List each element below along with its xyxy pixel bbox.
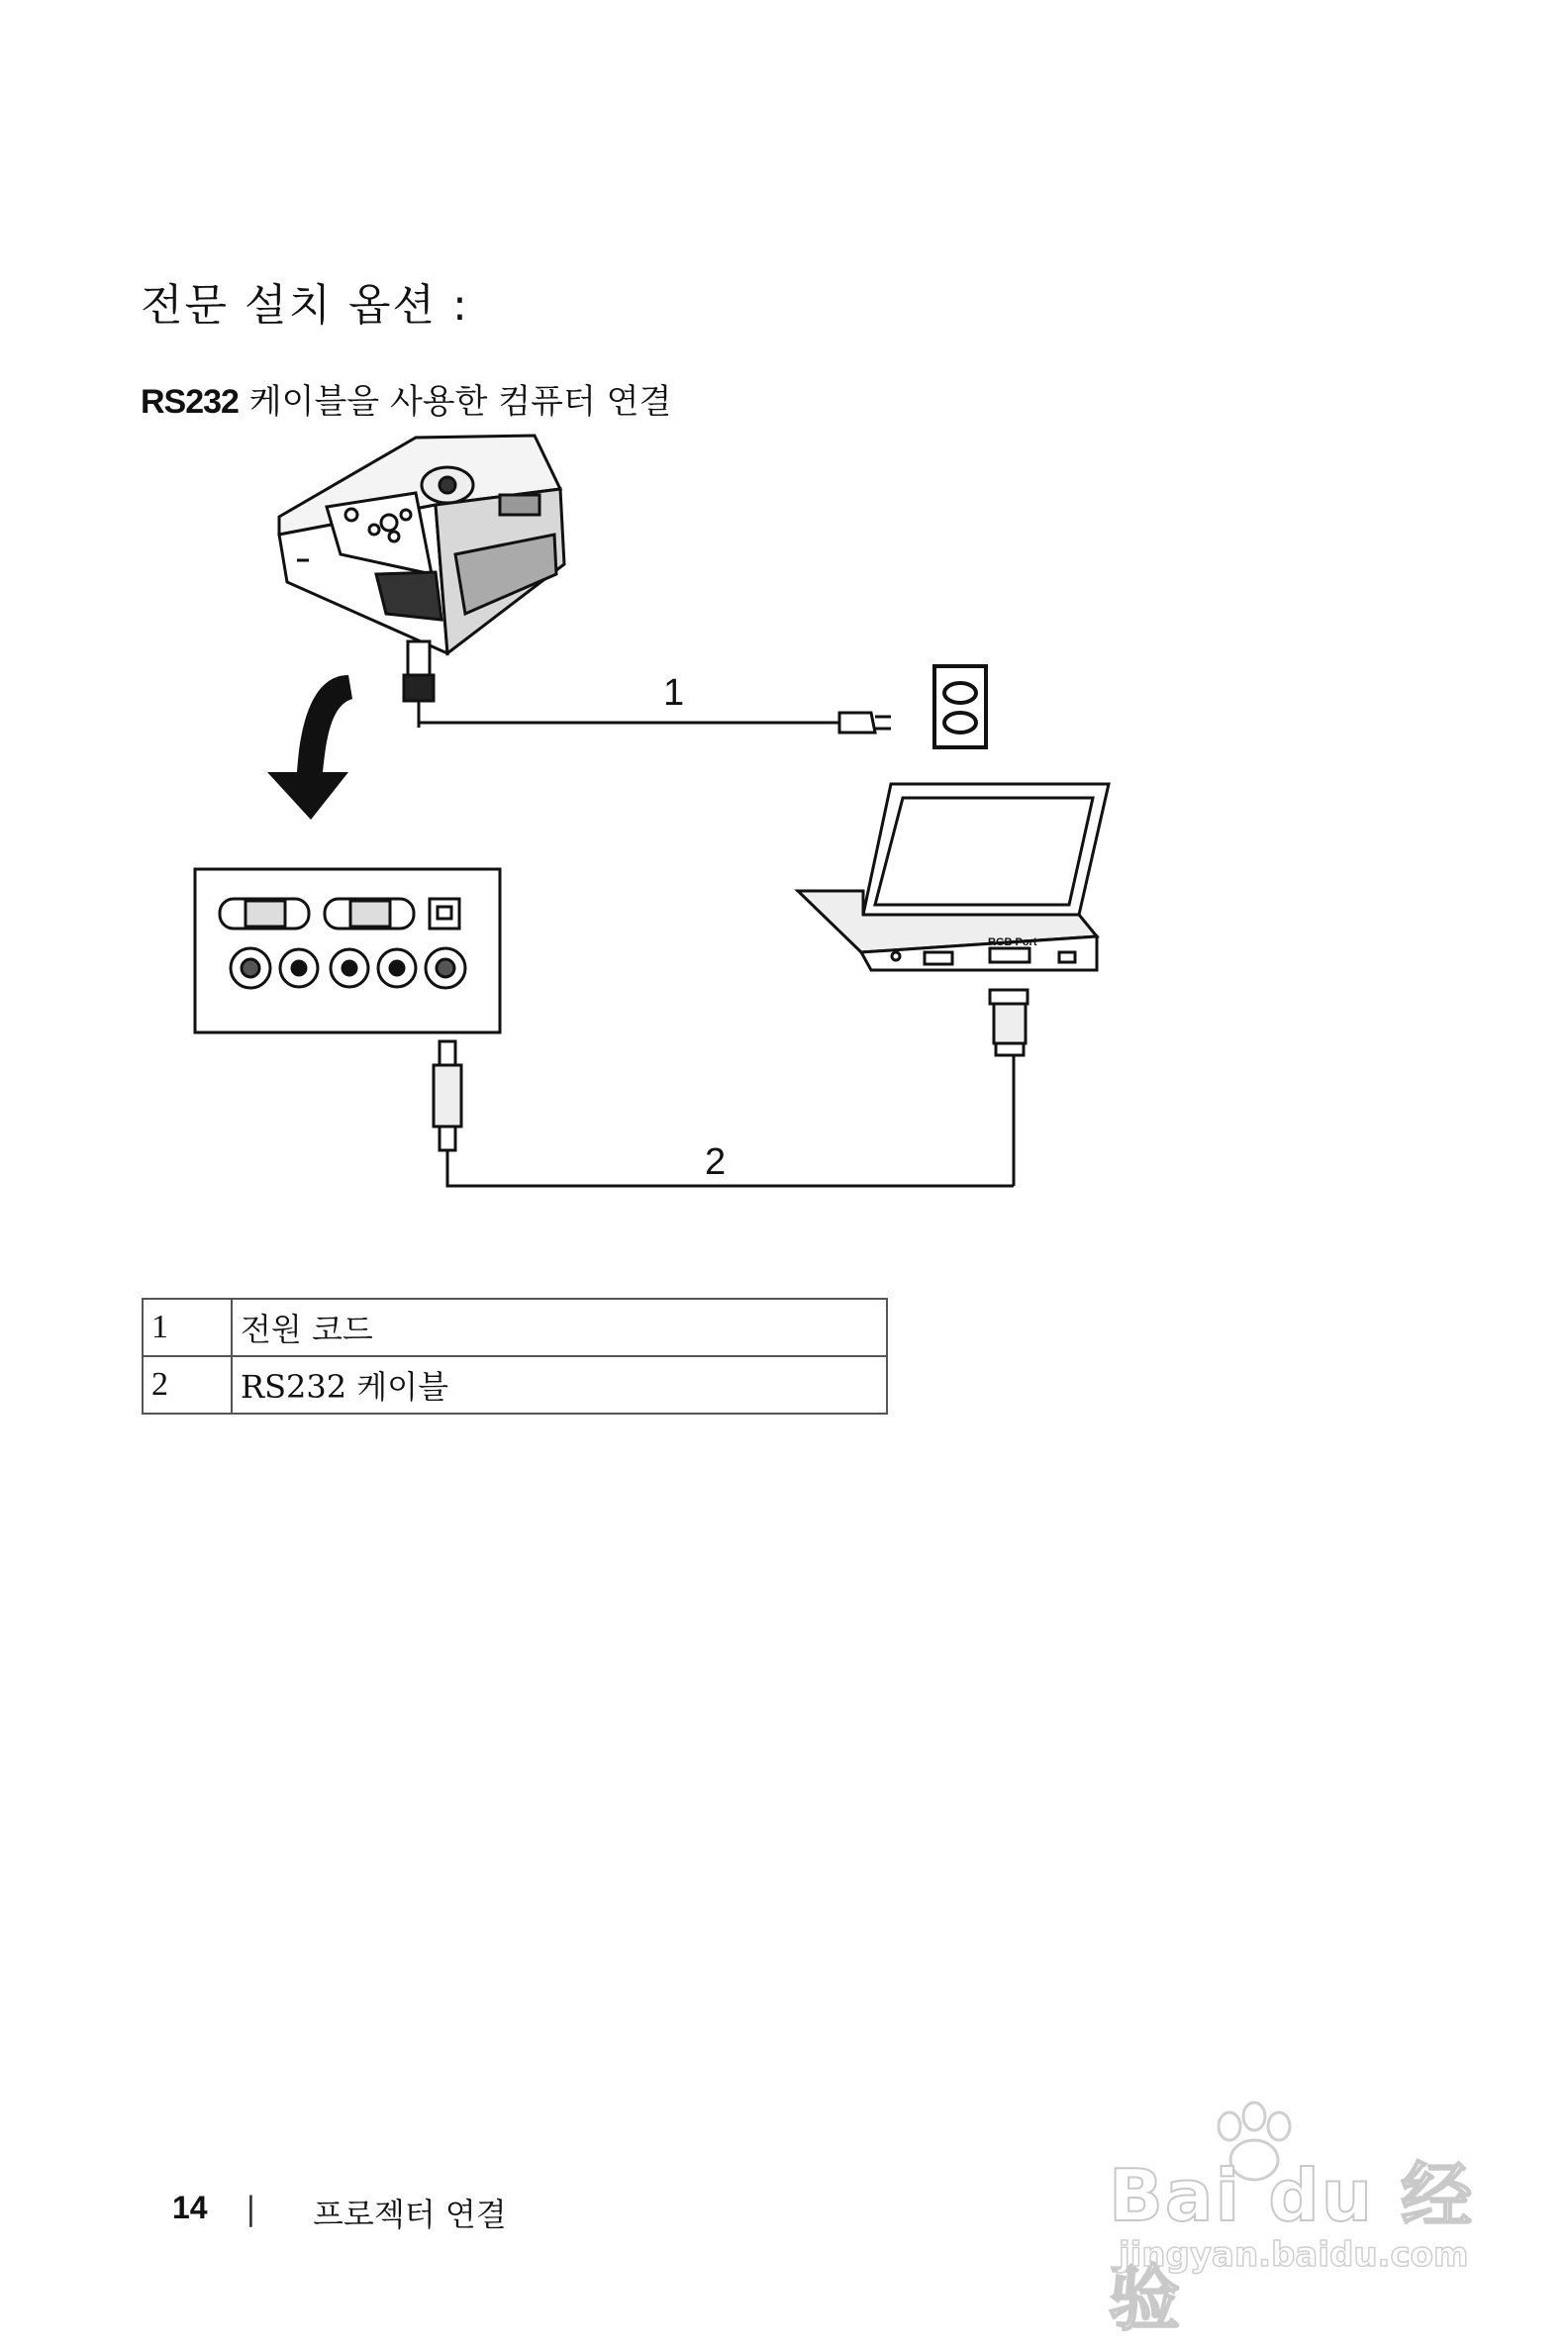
power-cord — [404, 641, 891, 733]
section-heading: 전문 설치 옵션 : — [141, 280, 469, 331]
footer-chapter-title: 프로젝터 연결 — [313, 2196, 507, 2233]
subheading-rest: 케이블을 사용한 컴퓨터 연결 — [238, 382, 672, 422]
legend-number: 2 — [143, 1356, 232, 1414]
baidu-watermark — [1109, 2108, 1485, 2340]
watermark-url: jingyan.baidu.com — [1119, 2235, 1469, 2275]
legend-number: 1 — [143, 1299, 232, 1356]
watermark-brand: Bai du 经验 — [1109, 2154, 1475, 2340]
table-row — [143, 1356, 887, 1414]
page-number: 14 — [172, 2190, 208, 2225]
legend-label: 전원 코드 — [232, 1299, 887, 1356]
subheading-bold: RS232 — [141, 383, 239, 421]
callout-1: 1 — [663, 672, 685, 714]
connector-panel — [195, 869, 500, 1032]
projector-illustration — [279, 436, 564, 653]
wall-outlet — [934, 666, 986, 747]
curved-arrow-icon — [267, 675, 352, 820]
rs232-cable — [434, 990, 1028, 1186]
table-row — [143, 1299, 887, 1356]
footer-separator: | — [245, 2190, 256, 2227]
laptop-illustration — [798, 784, 1109, 970]
legend-label: RS232 케이블 — [232, 1356, 887, 1414]
legend-table — [142, 1298, 888, 1415]
laptop-port-label: RGB Port — [988, 936, 1037, 948]
callout-2: 2 — [705, 1141, 727, 1183]
